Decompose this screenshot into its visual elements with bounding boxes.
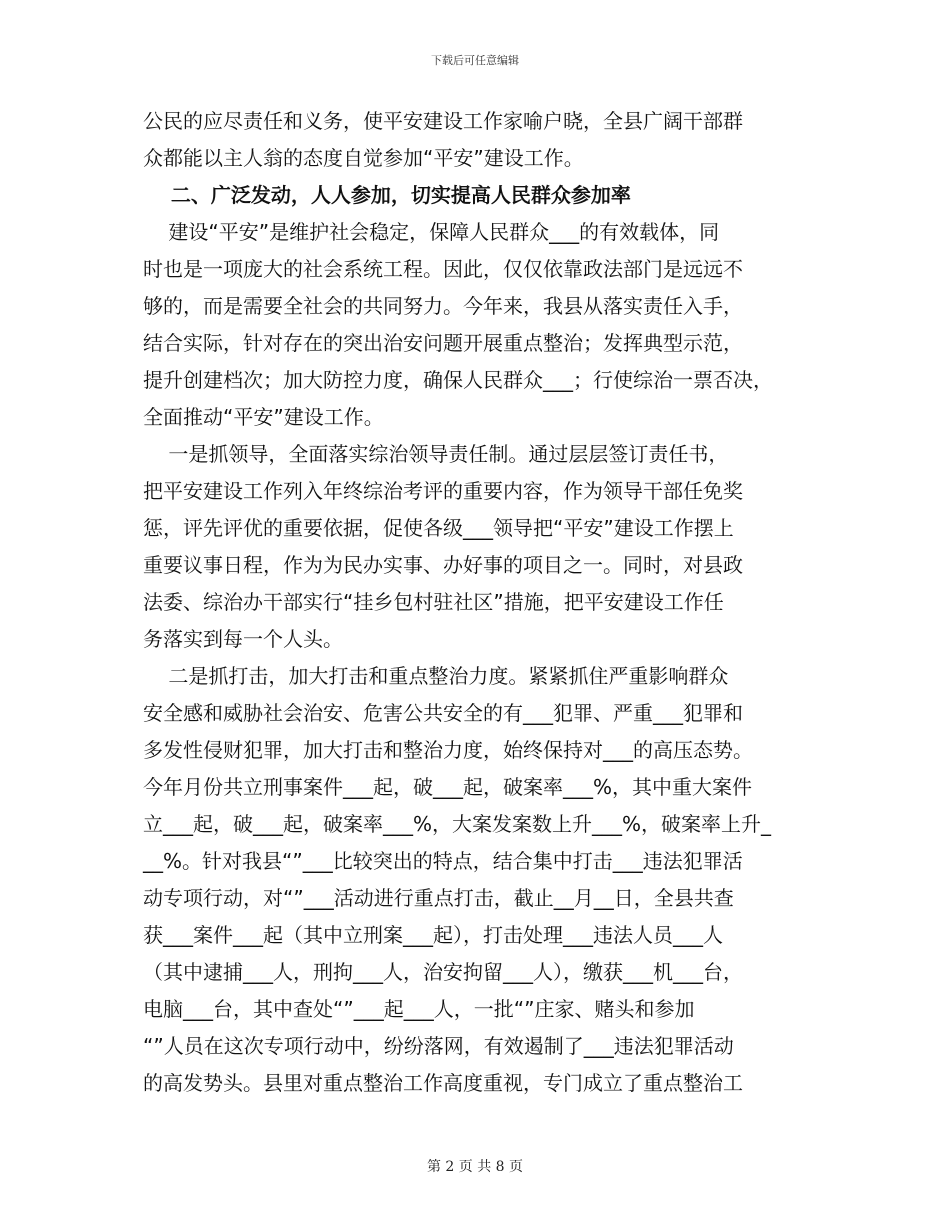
text-line: 务落实到每一个人头。 bbox=[143, 627, 343, 651]
text-line: 公民的应尽责任和义务，使平安建设工作家喻户晓，全县广阔干部群 bbox=[143, 109, 743, 133]
document-body bbox=[143, 103, 808, 1102]
text-line: 获___案件___起（其中立刑案___起），打击处理___违法人员___人 bbox=[143, 923, 723, 947]
text-line: 电脑___台，其中查处“”___起___人，一批“”庄家、赌头和参加 bbox=[143, 997, 695, 1021]
page-number: 第 2 页 共 8 页 bbox=[426, 1159, 524, 1175]
paragraph bbox=[143, 103, 808, 177]
text-line: 时也是一项庞大的社会系统工程。因此，仅仅依靠政法部门是远远不 bbox=[143, 257, 743, 281]
text-line: 结合实际，针对存在的突出治安问题开展重点整治；发挥典型示范， bbox=[143, 331, 743, 355]
heading-line: 二、广泛发动，人人参加，切实提高人民群众参加率 bbox=[143, 183, 631, 207]
text-line: （其中逮捕___人，刑拘___人，治安拘留___人），缴获___机___台， bbox=[143, 960, 743, 984]
text-line: 今年月份共立刑事案件___起，破___起，破案率___%，其中重大案件 bbox=[143, 775, 753, 799]
text-line: 安全感和威胁社会治安、危害公共安全的有___犯罪、严重___犯罪和 bbox=[143, 701, 743, 725]
text-line: 提升创建档次；加大防控力度，确保人民群众___；行使综治一票否决， bbox=[143, 368, 773, 392]
text-line: 二是抓打击，加大打击和重点整治力度。紧紧抓住严重影响群众 bbox=[143, 664, 729, 688]
text-line: 全面推动“平安”建设工作。 bbox=[143, 405, 384, 429]
page-header-note: 下载后可任意编辑 bbox=[431, 54, 519, 67]
text-line: 建设“平安”是维护社会稳定，保障人民群众___的有效载体，同 bbox=[143, 220, 720, 244]
paragraph bbox=[143, 658, 808, 1102]
paragraph bbox=[143, 214, 808, 436]
text-line: 立___起，破___起，破案率___%，大案发案数上升___%，破案率上升_ bbox=[143, 812, 772, 836]
text-line: 把平安建设工作列入年终综治考评的重要内容，作为领导干部任免奖 bbox=[143, 479, 743, 503]
text-line: “”人员在这次专项行动中，纷纷落网，有效遏制了___违法犯罪活动 bbox=[143, 1034, 734, 1058]
text-line: 重要议事日程，作为为民办实事、办好事的项目之一。同时，对县政 bbox=[143, 553, 743, 577]
text-line: 法委、综治办干部实行“挂乡包村驻社区”措施，把平安建设工作任 bbox=[143, 590, 724, 614]
text-line: 惩，评先评优的重要依据，促使各级___领导把“平安”建设工作摆上 bbox=[143, 516, 734, 540]
text-line: 动专项行动，对“”___活动进行重点打击，截止__月__日，全县共查 bbox=[143, 886, 734, 910]
text-line: 多发性侵财犯罪，加大打击和整治力度，始终保持对___的高压态势。 bbox=[143, 738, 753, 762]
text-line: 够的，而是需要全社会的共同努力。今年来，我县从落实责任入手， bbox=[143, 294, 743, 318]
section-heading bbox=[143, 177, 808, 214]
text-line: __%。针对我县“”___比较突出的特点，结合集中打击___违法犯罪活 bbox=[143, 849, 743, 873]
text-line: 众都能以主人翁的态度自觉参加“平安”建设工作。 bbox=[143, 146, 584, 170]
paragraph bbox=[143, 436, 808, 658]
text-line: 的高发势头。县里对重点整治工作高度重视，专门成立了重点整治工 bbox=[143, 1071, 743, 1095]
text-line: 一是抓领导，全面落实综治领导责任制。通过层层签订责任书， bbox=[143, 442, 729, 466]
